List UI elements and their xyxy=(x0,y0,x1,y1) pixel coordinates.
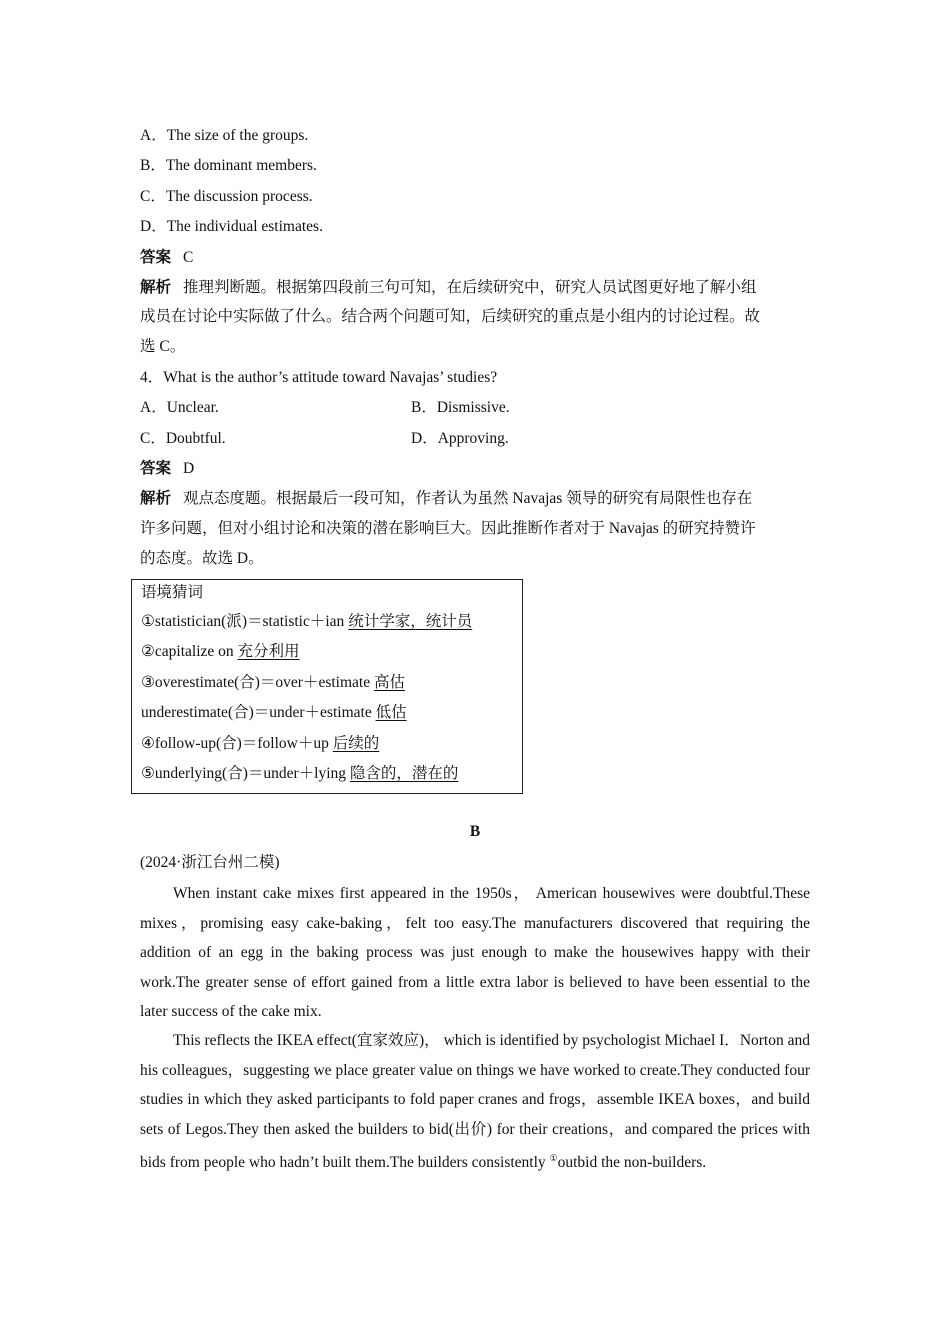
vocab-term: ①statistician(派)＝statistic＋ian xyxy=(141,613,349,630)
analysis-label: 解析 xyxy=(140,490,172,507)
analysis-label: 解析 xyxy=(140,279,172,296)
q4-analysis-line-3: 的态度。故选 D。 xyxy=(140,550,264,567)
answer-label: 答案 xyxy=(140,460,172,477)
q3-option-c: C．The discussion process. xyxy=(140,188,313,205)
section-title: B xyxy=(469,823,481,840)
footnote-mark: ① xyxy=(549,1153,558,1163)
vocab-meaning: 后续的 xyxy=(332,735,380,752)
vocab-meaning: 隐含的，潜在的 xyxy=(349,765,459,782)
passage-source: (2024·浙江台州二模) xyxy=(140,854,280,871)
answer-label: 答案 xyxy=(140,249,172,266)
q4-option-a: A．Unclear. xyxy=(140,399,219,416)
q3-option-d: D．The individual estimates. xyxy=(140,218,323,235)
q3-analysis-line-2: 成员在讨论中实际做了什么。结合两个问题可知，后续研究的重点是小组内的讨论过程。故 xyxy=(140,308,761,325)
answer-value: C xyxy=(183,249,194,266)
q4-answer xyxy=(140,459,194,479)
vocab-meaning: 统计学家，统计员 xyxy=(348,613,473,630)
paragraph-text: outbid the non-builders. xyxy=(557,1154,707,1171)
q4-analysis-line-1 xyxy=(140,489,752,509)
vocab-item xyxy=(141,703,407,723)
q3-analysis-line-1 xyxy=(140,278,757,298)
vocab-meaning: 充分利用 xyxy=(237,643,300,660)
passage-paragraph-1: When instant cake mixes first appeared in the 1950s， American housewives were doubtful.These mixes，promising easy cake-baking，felt too easy.The manufacturers discovered that requiring the addition of an egg in the baking process was just enough to make the housewives happy with their work.The greater sense of effort gained from a little extra labor is believed to have been essential to the later success of the cake mix. xyxy=(140,885,810,1020)
vocab-term: ④follow-up(合)＝follow＋up xyxy=(141,735,333,752)
vocab-item xyxy=(141,734,379,754)
q3-analysis-line-3: 选 C。 xyxy=(140,338,186,355)
q4-option-d: D．Approving. xyxy=(411,430,509,447)
q4-question: 4．What is the author’s attitude toward Navajas’ studies? xyxy=(140,369,498,386)
analysis-text: 推理判断题。根据第四段前三句可知，在后续研究中，研究人员试图更好地了解小组 xyxy=(183,279,757,296)
analysis-text: 观点态度题。根据最后一段可知，作者认为虽然 Navajas 领导的研究有局限性也存在 xyxy=(183,490,753,507)
vocab-item xyxy=(141,642,300,662)
paragraph-text: This reflects the IKEA effect(宜家效应)， which is identified by psychologist Michael I．Norton and his colleagues，suggesting we place greater value on things we have worked to create.They conducted four studies in which they asked participants to fold paper cranes and frogs，assemble IKEA boxes，and build sets of Legos.They then asked the builders to bid(出价) for their creations，and compared the prices with bids from people who hadn’t built them.The builders consistently xyxy=(140,1032,810,1171)
passage-paragraph-2 xyxy=(140,1026,810,1178)
vocab-item xyxy=(141,764,458,784)
vocab-title: 语境猜词 xyxy=(141,584,204,601)
vocab-meaning: 低估 xyxy=(375,704,407,721)
vocab-item xyxy=(141,612,472,632)
answer-value: D xyxy=(183,460,195,477)
q3-option-b: B．The dominant members. xyxy=(140,157,317,174)
vocab-term: ②capitalize on xyxy=(141,643,238,660)
vocab-box xyxy=(131,579,523,794)
vocab-term: ③overestimate(合)＝over＋estimate xyxy=(141,674,374,691)
q4-analysis-line-2: 许多问题，但对小组讨论和决策的潜在影响巨大。因此推断作者对于 Navajas 的研究持赞许 xyxy=(140,520,756,537)
vocab-term: underestimate(合)＝under＋estimate xyxy=(141,704,376,721)
vocab-item xyxy=(141,673,405,693)
q3-option-a: A．The size of the groups. xyxy=(140,127,309,144)
q4-option-b: B．Dismissive. xyxy=(411,399,510,416)
vocab-meaning: 高估 xyxy=(373,674,405,691)
q3-answer xyxy=(140,248,193,268)
q4-option-c: C．Doubtful. xyxy=(140,430,226,447)
vocab-term: ⑤underlying(合)＝under＋lying xyxy=(141,765,350,782)
